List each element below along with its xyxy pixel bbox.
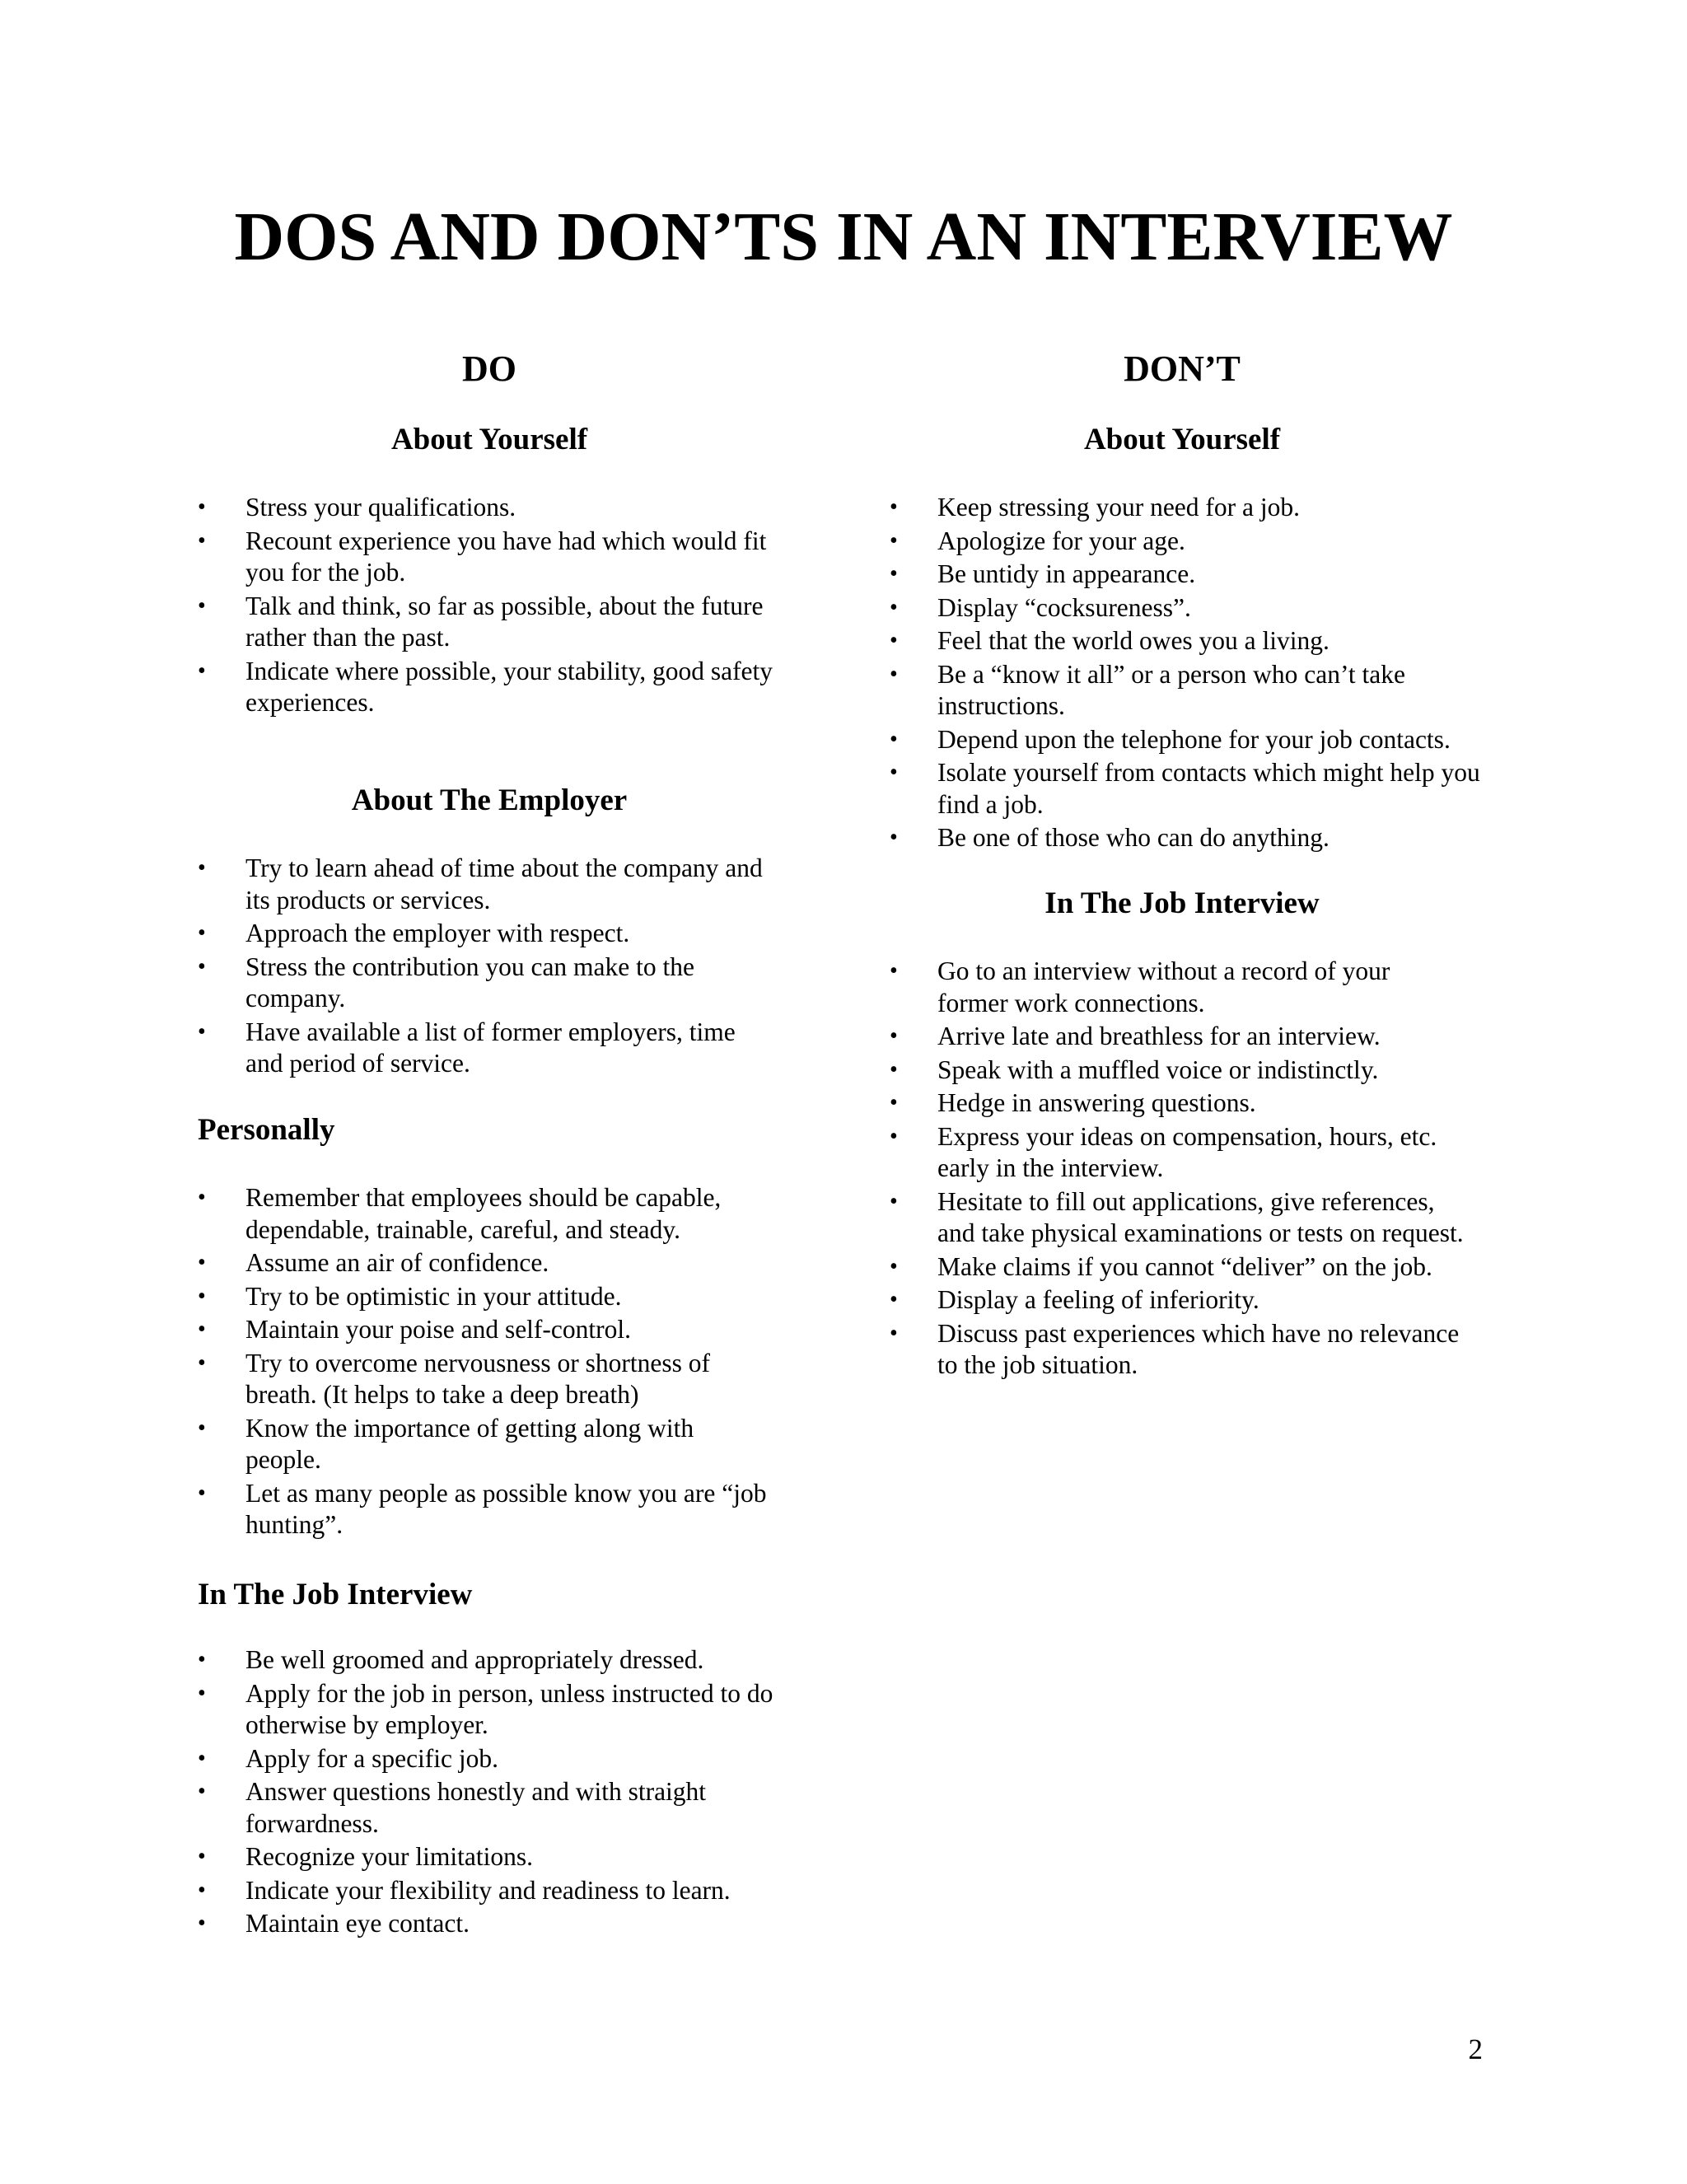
do-job-interview-heading: In The Job Interview: [198, 1578, 473, 1611]
list-item: • Have available a list of former employers, time and period of service.: [198, 1017, 774, 1080]
do-about-employer-list: [198, 853, 774, 1082]
do-about-employer-heading: About The Employer: [351, 783, 628, 817]
list-item: • Try to overcome nervousness or shortness of breath. (It helps to take a deep breath): [198, 1348, 774, 1411]
list-item: • Display “cocksureness”.: [890, 592, 1499, 624]
list-item: • Let as many people as possible know you are “job hunting”.: [198, 1478, 774, 1541]
do-job-interview-list: [198, 1644, 774, 1942]
do-column-heading: DO: [462, 348, 516, 389]
list-item: • Make claims if you cannot “deliver” on the job.: [890, 1251, 1466, 1284]
list-item: • Apologize for your age.: [890, 526, 1499, 558]
do-about-yourself-list: [198, 492, 774, 721]
list-item: • Depend upon the telephone for your job contacts.: [890, 724, 1499, 756]
dont-about-yourself-list: [890, 492, 1499, 856]
list-item: • Be a “know it all” or a person who can’t take instructions.: [890, 659, 1499, 723]
list-item: • Discuss past experiences which have no relevance to the job situation.: [890, 1318, 1466, 1382]
do-personally-list: [198, 1182, 774, 1543]
list-item: • Talk and think, so far as possible, about the future rather than the past.: [198, 591, 774, 654]
list-item: • Be untidy in appearance.: [890, 559, 1499, 591]
list-item: • Maintain your poise and self-control.: [198, 1314, 774, 1346]
list-item: • Try to be optimistic in your attitude.: [198, 1281, 774, 1313]
list-item: • Go to an interview without a record of your former work connections.: [890, 956, 1466, 1019]
page-number: 2: [1468, 2033, 1483, 2065]
list-item: • Approach the employer with respect.: [198, 918, 774, 950]
list-item: • Isolate yourself from contacts which might help you find a job.: [890, 757, 1499, 821]
list-item: • Indicate your flexibility and readiness to learn.: [198, 1875, 774, 1907]
list-item: • Maintain eye contact.: [198, 1908, 774, 1940]
do-personally-heading: Personally: [198, 1113, 335, 1147]
list-item: • Try to learn ahead of time about the company and its products or services.: [198, 853, 774, 916]
list-item: • Recount experience you have had which would fit you for the job.: [198, 526, 774, 589]
page-title: DOS AND DON’TS IN AN INTERVIEW: [234, 199, 1453, 275]
list-item: • Keep stressing your need for a job.: [890, 492, 1499, 524]
list-item: • Arrive late and breathless for an interview.: [890, 1021, 1466, 1053]
dont-job-interview-list: [890, 956, 1466, 1383]
list-item: • Answer questions honestly and with straight forwardness.: [198, 1776, 774, 1840]
list-item: • Feel that the world owes you a living.: [890, 625, 1499, 657]
do-about-yourself-heading: About Yourself: [390, 423, 588, 456]
list-item: • Stress the contribution you can make to the company.: [198, 952, 774, 1015]
list-item: • Know the importance of getting along with people.: [198, 1413, 774, 1476]
list-item: • Hedge in answering questions.: [890, 1087, 1466, 1120]
list-item: • Assume an air of confidence.: [198, 1247, 774, 1279]
list-item: • Express your ideas on compensation, hours, etc. early in the interview.: [890, 1121, 1466, 1185]
list-item: • Be well groomed and appropriately dressed.: [198, 1644, 774, 1677]
list-item: • Apply for a specific job.: [198, 1743, 774, 1775]
list-item: • Speak with a muffled voice or indistinctly.: [890, 1055, 1466, 1087]
list-item: • Indicate where possible, your stability, good safety experiences.: [198, 656, 774, 719]
list-item: • Remember that employees should be capable, dependable, trainable, careful, and steady.: [198, 1182, 774, 1246]
dont-column-heading: DON’T: [1124, 348, 1241, 389]
list-item: • Display a feeling of inferiority.: [890, 1284, 1466, 1316]
dont-job-interview-heading: In The Job Interview: [1044, 886, 1320, 920]
list-item: • Apply for the job in person, unless instructed to do otherwise by employer.: [198, 1678, 774, 1742]
list-item: • Stress your qualifications.: [198, 492, 774, 524]
list-item: • Recognize your limitations.: [198, 1841, 774, 1873]
list-item: • Hesitate to fill out applications, give references, and take physical examinations or tests on request.: [890, 1186, 1466, 1250]
dont-about-yourself-heading: About Yourself: [1083, 423, 1281, 456]
list-item: • Be one of those who can do anything.: [890, 822, 1499, 854]
